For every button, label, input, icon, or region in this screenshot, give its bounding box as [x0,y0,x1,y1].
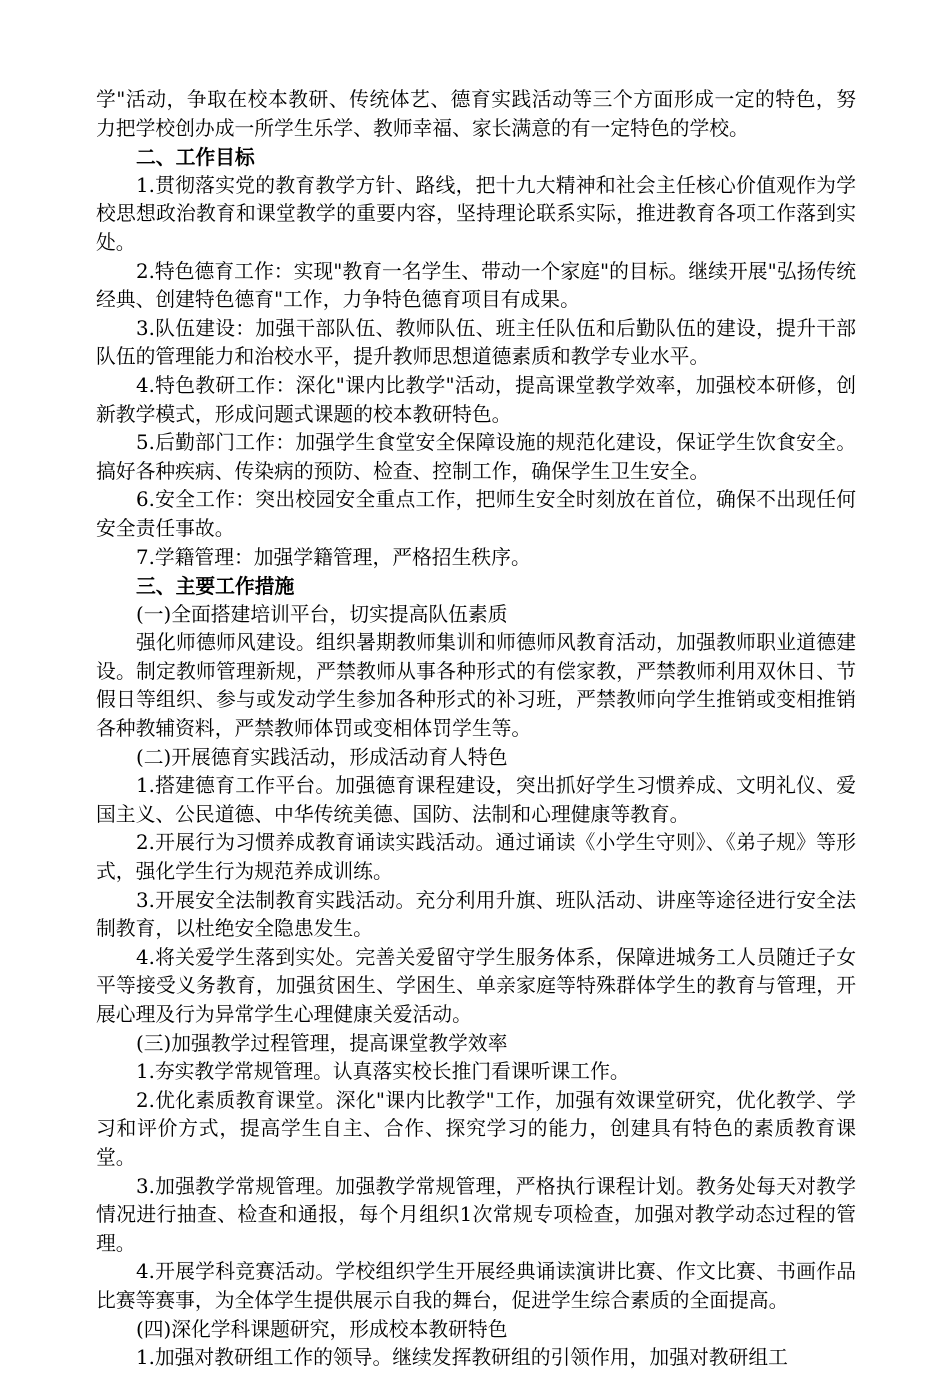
subsection-heading-3: (三)加强教学过程管理，提高课堂教学效率 [136,1031,508,1055]
goal-item-4: 4.特色教研工作：深化"课内比教学"活动，提高课堂教学效率，加强校本研修，创新教学模式，形成问题式课题的校本教研特色。 [96,373,856,426]
document-page [96,86,856,1373]
subsection-heading-2: (二)开展德育实践活动，形成活动育人特色 [136,745,508,769]
moral-item-2: 2.开展行为习惯养成教育诵读实践活动。通过诵读《小学生守则》、《弟子规》等形式，强化学生行为规范养成训练。 [96,831,856,884]
teaching-item-2: 2.优化素质教育课堂。深化"课内比教学"工作，加强有效课堂研究，优化教学、学习和评价方式，提高学生自主、合作、探究学习的能力，创建具有特色的素质教育课堂。 [96,1088,856,1169]
moral-item-1: 1.搭建德育工作平台。加强德育课程建设，突出抓好学生习惯养成、文明礼仪、爱国主义、公民道德、中华传统美德、国防、法制和心理健康等教育。 [96,774,856,826]
moral-item-4: 4.将关爱学生落到实处。完善关爱留守学生服务体系，保障进城务工人员随迁子女平等接受义务教育，加强贫困生、学困生、单亲家庭等特殊群体学生的教育与管理，开展心理及行为异常学生心理健康关爱活动。 [96,945,856,1026]
measure-paragraph-ethics: 强化师德师风建设。组织暑期教师集训和师德师风教育活动，加强教师职业道德建设。制定教师管理新规，严禁教师从事各种形式的有偿家教，严禁教师利用双休日、节假日等组织、参与或发动学生参加各种形式的补习班，严禁教师向学生推销或变相推销各种教辅资料，严禁教师体罚或变相体罚学生等。 [96,631,856,741]
goal-item-1: 1.贯彻落实党的教育教学方针、路线，把十九大精神和社会主任核心价值观作为学校思想政治教育和课堂教学的重要内容，坚持理论联系实际，推进教育各项工作落到实处。 [96,173,856,254]
section-heading-work-goals: 二、工作目标 [136,145,255,170]
teaching-item-4: 4.开展学科竞赛活动。学校组织学生开展经典诵读演讲比赛、作文比赛、书画作品比赛等赛事，为全体学生提供展示自我的舞台，促进学生综合素质的全面提高。 [96,1260,856,1312]
goal-item-2: 2.特色德育工作：实现"教育一名学生、带动一个家庭"的目标。继续开展"弘扬传统经典、创建特色德育"工作，力争特色德育项目有成果。 [96,259,856,312]
teaching-item-1: 1.夯实教学常规管理。认真落实校长推门看课听课工作。 [136,1060,630,1084]
section-heading-main-measures: 三、主要工作措施 [136,574,295,599]
goal-item-6: 6.安全工作：突出校园安全重点工作，把师生安全时刻放在首位，确保不出现任何安全责任事故。 [96,488,856,540]
goal-item-7: 7.学籍管理：加强学籍管理，严格招生秩序。 [136,545,531,569]
research-item-1: 1.加强对教研组工作的领导。继续发挥教研组的引领作用，加强对教研组工 [136,1346,788,1370]
goal-item-5: 5.后勤部门工作：加强学生食堂安全保障设施的规范化建设，保证学生饮食安全。搞好各种疾病、传染病的预防、检查、控制工作，确保学生卫生安全。 [96,431,856,483]
goal-item-3: 3.队伍建设：加强干部队伍、教师队伍、班主任队伍和后勤队伍的建设，提升干部队伍的管理能力和治校水平，提升教师思想道德素质和教学专业水平。 [96,316,856,369]
subsection-heading-1: (一)全面搭建培训平台，切实提高队伍素质 [136,602,508,626]
paragraph-continuation: 学"活动，争取在校本教研、传统体艺、德育实践活动等三个方面形成一定的特色，努力把学校创办成一所学生乐学、教师幸福、家长满意的有一定特色的学校。 [96,88,856,140]
moral-item-3: 3.开展安全法制教育实践活动。充分利用升旗、班队活动、讲座等途径进行安全法制教育，以杜绝安全隐患发生。 [96,888,856,941]
teaching-item-3: 3.加强教学常规管理。加强教学常规管理，严格执行课程计划。教务处每天对教学情况进行抽查、检查和通报，每个月组织1次常规专项检查，加强对教学动态过程的管理。 [96,1174,856,1255]
subsection-heading-4: (四)深化学科课题研究，形成校本教研特色 [136,1317,508,1341]
